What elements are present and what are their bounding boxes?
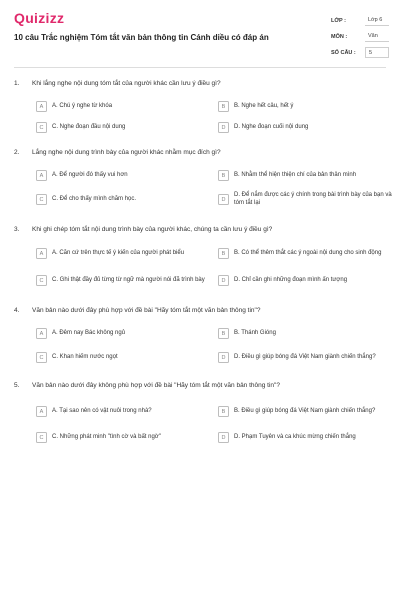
option-letter-box: A xyxy=(36,170,47,181)
worksheet-meta xyxy=(331,13,389,61)
option-c[interactable] xyxy=(36,271,216,289)
question-text: Khi ghi chép tóm tắt nội dung trình bày của người khác, chúng ta cần lưu ý điều gì? xyxy=(32,226,273,233)
option-letter-box: A xyxy=(36,101,47,112)
option-text: D. Điều gì giúp bóng đá Việt Nam giành chiến thắng? xyxy=(234,353,376,360)
option-c[interactable] xyxy=(36,190,216,208)
option-d[interactable] xyxy=(218,118,398,136)
meta-subject-label: MÔN : xyxy=(331,33,348,40)
option-letter-box: C xyxy=(36,352,47,363)
option-text: D. Để nắm được các ý chính trong bài trình bày của bạn và tóm tắt lại xyxy=(234,191,392,206)
meta-count-label: SỐ CÂU : xyxy=(331,49,356,56)
option-b[interactable] xyxy=(218,402,398,420)
option-letter-box: B xyxy=(218,406,229,417)
option-letter-box: D xyxy=(218,194,229,205)
option-b[interactable] xyxy=(218,244,398,262)
option-text: D. Phạm Tuyên và ca khúc mừng chiến thắng xyxy=(234,433,356,440)
option-letter-box: C xyxy=(36,122,47,133)
option-text: B. Nghe hết câu, hết ý xyxy=(234,102,294,109)
question-number: 4. xyxy=(14,307,20,314)
option-letter-box: B xyxy=(218,101,229,112)
meta-question-count xyxy=(331,45,389,60)
question-number: 1. xyxy=(14,80,20,87)
question-5 xyxy=(14,382,386,452)
option-letter-box: B xyxy=(218,170,229,181)
question-text: Lắng nghe nội dung trình bày của người khác nhằm mục đích gì? xyxy=(32,149,221,156)
option-c[interactable] xyxy=(36,428,216,446)
option-letter-box: C xyxy=(36,275,47,286)
question-3 xyxy=(14,226,386,300)
option-text: C. Để cho thấy mình chăm học. xyxy=(52,195,137,202)
meta-count-value: 5 xyxy=(365,47,389,58)
option-b[interactable] xyxy=(218,324,398,342)
option-text: A. Để người đó thấy vui hơn xyxy=(52,171,128,178)
option-letter-box: B xyxy=(218,328,229,339)
option-text: B. Điều gì giúp bóng đá Việt Nam giành chiến thắng? xyxy=(234,407,376,414)
option-a[interactable] xyxy=(36,402,216,420)
option-d[interactable] xyxy=(218,271,398,289)
option-letter-box: D xyxy=(218,275,229,286)
option-c[interactable] xyxy=(36,348,216,366)
option-text: B. Nhằm thể hiện thiện chí của bản thân mình xyxy=(234,171,357,178)
worksheet-title: 10 câu Trắc nghiệm Tóm tắt văn bản thông tin Cánh diều có đáp án xyxy=(14,33,269,42)
option-letter-box: D xyxy=(218,352,229,363)
option-d[interactable] xyxy=(218,348,398,366)
option-text: C. Những phát minh "tình cờ và bất ngờ" xyxy=(52,433,161,440)
option-letter-box: A xyxy=(36,328,47,339)
option-text: A. Tại sao nên có vật nuôi trong nhà? xyxy=(52,407,152,414)
question-text: Văn bản nào dưới đây không phù hợp với đề bài "Hãy tóm tắt một văn bản thông tin"? xyxy=(32,382,280,389)
question-text: Khi lắng nghe nội dung tóm tắt của người khác cần lưu ý điều gì? xyxy=(32,80,221,87)
option-letter-box: A xyxy=(36,248,47,259)
question-number: 2. xyxy=(14,149,20,156)
meta-grade-label: LỚP : xyxy=(331,17,346,24)
option-letter-box: A xyxy=(36,406,47,417)
question-number: 5. xyxy=(14,382,20,389)
meta-grade xyxy=(331,13,389,28)
option-text: A. Đêm nay Bác không ngủ xyxy=(52,329,126,336)
option-a[interactable] xyxy=(36,244,216,262)
option-letter-box: B xyxy=(218,248,229,259)
option-text: A. Căn cứ trên thực tế ý kiến của người phát biểu xyxy=(52,249,185,256)
option-c[interactable] xyxy=(36,118,216,136)
option-b[interactable] xyxy=(218,97,398,115)
question-2 xyxy=(14,149,392,219)
option-a[interactable] xyxy=(36,166,216,184)
option-text: B. Có thể thêm thắt các ý ngoài nội dung cho sinh động xyxy=(234,249,382,256)
option-text: C. Khan hiếm nước ngọt xyxy=(52,353,118,360)
question-1 xyxy=(14,80,386,140)
option-d[interactable] xyxy=(218,190,398,208)
header-divider xyxy=(14,67,386,68)
option-text: C. Ghi thật đầy đủ từng từ ngữ mà người nói đã trình bày xyxy=(52,276,205,283)
option-text: C. Nghe đoạn đầu nội dung xyxy=(52,123,126,130)
option-d[interactable] xyxy=(218,428,398,446)
option-a[interactable] xyxy=(36,97,216,115)
option-letter-box: D xyxy=(218,432,229,443)
meta-subject-value: Văn xyxy=(365,31,389,42)
option-letter-box: C xyxy=(36,194,47,205)
option-a[interactable] xyxy=(36,324,216,342)
option-b[interactable] xyxy=(218,166,398,184)
option-letter-box: C xyxy=(36,432,47,443)
question-4 xyxy=(14,307,386,377)
meta-grade-value: Lớp 6 xyxy=(365,15,389,26)
worksheet-header xyxy=(0,0,400,64)
option-letter-box: D xyxy=(218,122,229,133)
question-number: 3. xyxy=(14,226,20,233)
option-text: D. Chỉ cần ghi những đoạn mình ấn tượng xyxy=(234,276,348,283)
option-text: D. Nghe đoạn cuối nội dung xyxy=(234,123,309,130)
quizizz-logo[interactable]: Quizizz xyxy=(14,10,65,26)
question-text: Văn bản nào dưới đây phù hợp với đề bài "Hãy tóm tắt một văn bản thông tin"? xyxy=(32,307,261,314)
option-text: B. Thánh Gióng xyxy=(234,329,276,336)
option-text: A. Chú ý nghe từ khóa xyxy=(52,102,113,109)
meta-subject xyxy=(331,29,389,44)
